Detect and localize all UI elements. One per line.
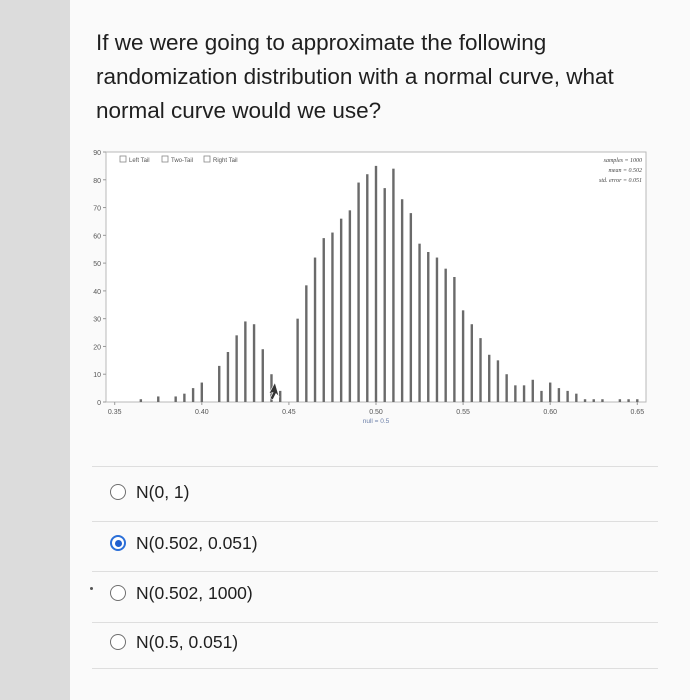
y-tick-label: 40 bbox=[93, 288, 101, 296]
dot-stack-bar bbox=[593, 399, 595, 402]
question-line-3: normal curve would we use? bbox=[96, 98, 382, 123]
y-tick-label: 10 bbox=[93, 372, 101, 380]
x-tick-label: 0.35 bbox=[107, 409, 122, 416]
randomization-dotplot bbox=[88, 146, 666, 442]
dot-stack-bar bbox=[619, 399, 621, 402]
radio-button[interactable] bbox=[110, 585, 126, 601]
dot-stack-bar bbox=[514, 385, 516, 402]
y-tick-label: 80 bbox=[93, 177, 101, 185]
dot-stack-bar bbox=[453, 277, 455, 402]
dot-stack-bar bbox=[314, 258, 316, 402]
dot-stack-bar bbox=[305, 285, 307, 402]
dot-stack-bar bbox=[183, 394, 185, 402]
y-tick-label: 20 bbox=[93, 344, 101, 352]
dot-stack-bar bbox=[584, 399, 586, 402]
stray-dot bbox=[90, 587, 93, 590]
divider bbox=[92, 668, 658, 669]
summary-stat: samples = 1000 bbox=[603, 158, 642, 164]
dot-stack-bar bbox=[201, 383, 203, 402]
y-tick-label: 50 bbox=[93, 261, 101, 269]
question-line-1: If we were going to approximate the following bbox=[96, 30, 547, 55]
dot-stack-bar bbox=[566, 391, 568, 402]
dot-stack-bar bbox=[357, 183, 359, 402]
y-tick-label: 60 bbox=[93, 233, 101, 241]
dot-stack-bar bbox=[375, 166, 377, 402]
tail-checkbox bbox=[120, 156, 126, 162]
null-value-label: null = 0.5 bbox=[362, 418, 390, 425]
dot-stack-bar bbox=[340, 219, 342, 402]
dot-stack-bar bbox=[323, 238, 325, 402]
summary-stat: std. error = 0.051 bbox=[599, 178, 642, 184]
dot-stack-bar bbox=[558, 388, 560, 402]
question-text bbox=[96, 26, 656, 128]
question-line-2: randomization distribution with a normal curve, what bbox=[96, 64, 614, 89]
radio-button[interactable] bbox=[110, 484, 126, 500]
radio-button[interactable] bbox=[110, 634, 126, 650]
answer-option-4[interactable] bbox=[110, 627, 238, 657]
x-tick-label: 0.50 bbox=[369, 409, 383, 416]
y-tick-label: 0 bbox=[97, 400, 101, 407]
dot-stack-bar bbox=[174, 396, 176, 402]
dot-stack-bar bbox=[471, 324, 473, 402]
dot-stack-bar bbox=[479, 338, 481, 402]
answer-label: N(0.502, 1000) bbox=[136, 582, 253, 603]
divider bbox=[92, 521, 658, 522]
answer-option-1[interactable] bbox=[110, 477, 189, 507]
tail-option-label: Right Tail bbox=[213, 158, 238, 164]
dot-stack-bar bbox=[436, 258, 438, 402]
dot-stack-bar bbox=[227, 352, 229, 402]
answer-label: N(0.5, 0.051) bbox=[136, 631, 239, 652]
dot-stack-bar bbox=[462, 310, 464, 402]
dot-stack-bar bbox=[410, 213, 412, 402]
divider bbox=[92, 622, 658, 623]
dot-stack-bar bbox=[218, 366, 220, 402]
answer-option-3[interactable] bbox=[110, 578, 253, 608]
dot-stack-bar bbox=[636, 399, 638, 402]
dot-stack-bar bbox=[627, 399, 629, 402]
dot-stack-bar bbox=[444, 269, 446, 402]
dot-stack-bar bbox=[488, 355, 490, 402]
x-tick-label: 0.55 bbox=[456, 409, 470, 416]
dot-stack-bar bbox=[157, 396, 159, 402]
dot-stack-bar bbox=[262, 349, 264, 402]
dot-stack-bar bbox=[532, 380, 534, 402]
x-tick-label: 0.40 bbox=[194, 409, 209, 416]
x-tick-label: 0.45 bbox=[282, 409, 296, 416]
x-tick-label: 0.65 bbox=[630, 409, 645, 416]
answer-option-2[interactable] bbox=[110, 528, 258, 558]
dot-stack-bar bbox=[392, 169, 394, 402]
dot-stack-bar bbox=[366, 174, 368, 402]
dot-stack-bar bbox=[523, 385, 525, 402]
y-tick-label: 70 bbox=[93, 205, 101, 213]
dot-stack-bar bbox=[244, 321, 246, 402]
dot-stack-bar bbox=[601, 399, 603, 402]
dot-stack-bar bbox=[384, 188, 386, 402]
radio-button-selected[interactable] bbox=[110, 535, 126, 551]
dot-stack-bar bbox=[575, 394, 577, 402]
divider bbox=[92, 466, 658, 467]
dot-stack-bar bbox=[296, 319, 298, 402]
tail-checkbox bbox=[162, 156, 168, 162]
x-tick-label: 0.60 bbox=[543, 409, 558, 416]
divider bbox=[92, 571, 658, 572]
y-tick-label: 30 bbox=[93, 316, 101, 324]
dot-stack-bar bbox=[192, 388, 194, 402]
dot-stack-bar bbox=[331, 233, 333, 402]
dot-stack-bar bbox=[235, 335, 237, 402]
answer-label: N(0, 1) bbox=[136, 481, 190, 502]
dot-stack-bar bbox=[427, 252, 429, 402]
dot-stack-bar bbox=[540, 391, 542, 402]
dot-stack-bar bbox=[418, 244, 420, 402]
summary-stat: mean = 0.502 bbox=[608, 168, 642, 174]
tail-checkbox bbox=[204, 156, 210, 162]
dot-stack-bar bbox=[549, 383, 551, 402]
dot-stack-bar bbox=[279, 391, 281, 402]
dot-stack-bar bbox=[497, 360, 499, 402]
dot-stack-bar bbox=[349, 210, 351, 402]
dot-stack-bar bbox=[505, 374, 507, 402]
dot-stack-bar bbox=[140, 399, 142, 402]
tail-option-label: Left Tail bbox=[129, 158, 150, 164]
y-tick-label: 90 bbox=[93, 150, 101, 157]
answer-label: N(0.502, 0.051) bbox=[136, 532, 258, 553]
tail-option-label: Two-Tail bbox=[171, 158, 194, 164]
dot-stack-bar bbox=[253, 324, 255, 402]
dot-stack-bar bbox=[401, 199, 403, 402]
